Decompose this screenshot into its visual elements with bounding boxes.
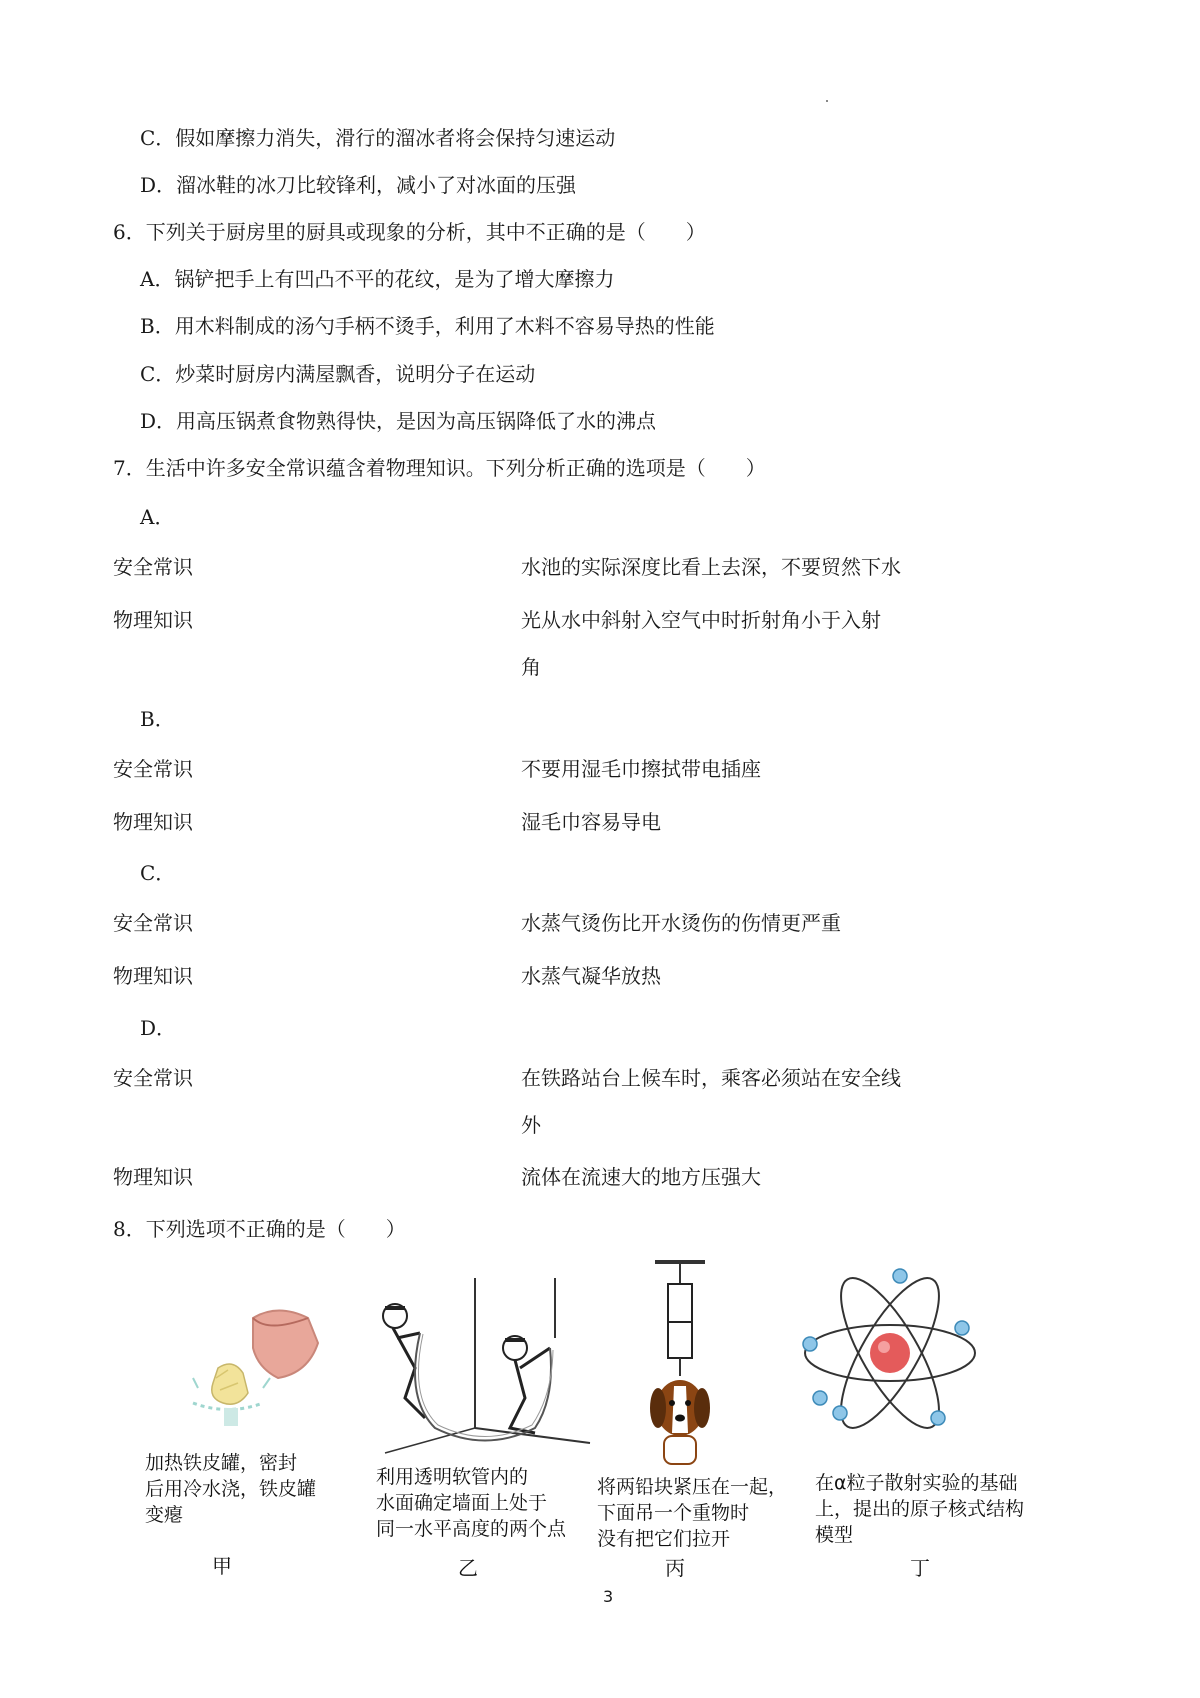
q6-option-b: B．用木料制成的汤勺手柄不烫手，利用了木料不容易导热的性能 <box>140 314 715 338</box>
q7-option-b-letter: B． <box>140 707 175 731</box>
page-number: 3 <box>603 1587 614 1606</box>
q6-option-a: A．锅铲把手上有凹凸不平的花纹，是为了增大摩擦力 <box>140 267 615 291</box>
q5-option-d: D．溜冰鞋的冰刀比较锋利，减小了对冰面的压强 <box>140 173 577 197</box>
q7-d-safety-text-2: 外 <box>521 1113 541 1137</box>
q7-d-physics-text: 流体在流速大的地方压强大 <box>521 1165 761 1189</box>
q7-b-safety-label: 安全常识 <box>113 757 193 781</box>
figure-jia-caption-1: 加热铁皮罐，密封 <box>145 1452 298 1474</box>
figure-bing-caption-1: 将两铅块紧压在一起， <box>597 1476 788 1498</box>
figure-bing-caption-2: 下面吊一个重物时 <box>597 1502 750 1524</box>
figure-ding-caption-3: 模型 <box>815 1524 854 1546</box>
figure-yi-label: 乙 <box>458 1556 478 1580</box>
figure-jia-label: 甲 <box>212 1554 232 1578</box>
figure-ding-caption-2: 上，提出的原子核式结构 <box>815 1498 1025 1520</box>
q5-option-c: C．假如摩擦力消失，滑行的溜冰者将会保持匀速运动 <box>140 126 616 150</box>
q7-a-safety-text: 水池的实际深度比看上去深，不要贸然下水 <box>521 555 901 579</box>
figure-bing-lead-blocks-illustration <box>640 1258 750 1468</box>
q6-option-c: C．炒菜时厨房内满屋飘香，说明分子在运动 <box>140 362 536 386</box>
q7-stem: 7．生活中许多安全常识蕴含着物理知识。下列分析正确的选项是（ ） <box>113 456 766 480</box>
figure-ding-atom-model-illustration <box>800 1268 980 1438</box>
stray-dot <box>826 100 828 102</box>
q7-c-physics-label: 物理知识 <box>113 964 193 988</box>
q7-d-safety-text-1: 在铁路站台上候车时，乘客必须站在安全线 <box>521 1066 901 1090</box>
figure-jia-caption-3: 变瘪 <box>145 1504 184 1526</box>
q7-a-physics-text-2: 角 <box>521 655 541 679</box>
figure-jia-can-illustration <box>158 1298 328 1438</box>
q7-b-safety-text: 不要用湿毛巾擦拭带电插座 <box>521 757 761 781</box>
q8-stem: 8．下列选项不正确的是（ ） <box>113 1217 406 1241</box>
q7-c-safety-text: 水蒸气烫伤比开水烫伤的伤情更严重 <box>521 911 841 935</box>
figure-yi-caption-3: 同一水平高度的两个点 <box>376 1518 567 1540</box>
figure-bing-label: 丙 <box>665 1556 685 1580</box>
figure-yi-caption-2: 水面确定墙面上处于 <box>376 1492 548 1514</box>
q7-a-physics-text-1: 光从水中斜射入空气中时折射角小于入射 <box>521 608 881 632</box>
q7-d-physics-label: 物理知识 <box>113 1165 193 1189</box>
figure-yi-caption-1: 利用透明软管内的 <box>376 1466 529 1488</box>
q7-option-a-letter: A． <box>140 505 175 529</box>
q7-a-safety-label: 安全常识 <box>113 555 193 579</box>
figure-yi-hose-illustration <box>375 1278 595 1458</box>
q6-option-d: D．用高压锅煮食物熟得快，是因为高压锅降低了水的沸点 <box>140 409 657 433</box>
q7-c-safety-label: 安全常识 <box>113 911 193 935</box>
q7-option-d-letter: D． <box>140 1016 177 1040</box>
q7-option-c-letter: C． <box>140 861 176 885</box>
q7-c-physics-text: 水蒸气凝华放热 <box>521 964 661 988</box>
q7-b-physics-label: 物理知识 <box>113 810 193 834</box>
q7-d-safety-label: 安全常识 <box>113 1066 193 1090</box>
q7-a-physics-label: 物理知识 <box>113 608 193 632</box>
figure-bing-caption-3: 没有把它们拉开 <box>597 1528 731 1550</box>
figure-ding-caption-1: 在α粒子散射实验的基础 <box>815 1472 1018 1494</box>
q7-b-physics-text: 湿毛巾容易导电 <box>521 810 661 834</box>
q6-stem: 6．下列关于厨房里的厨具或现象的分析，其中不正确的是（ ） <box>113 220 706 244</box>
figure-jia-caption-2: 后用冷水浇，铁皮罐 <box>145 1478 317 1500</box>
figure-ding-label: 丁 <box>910 1556 930 1580</box>
